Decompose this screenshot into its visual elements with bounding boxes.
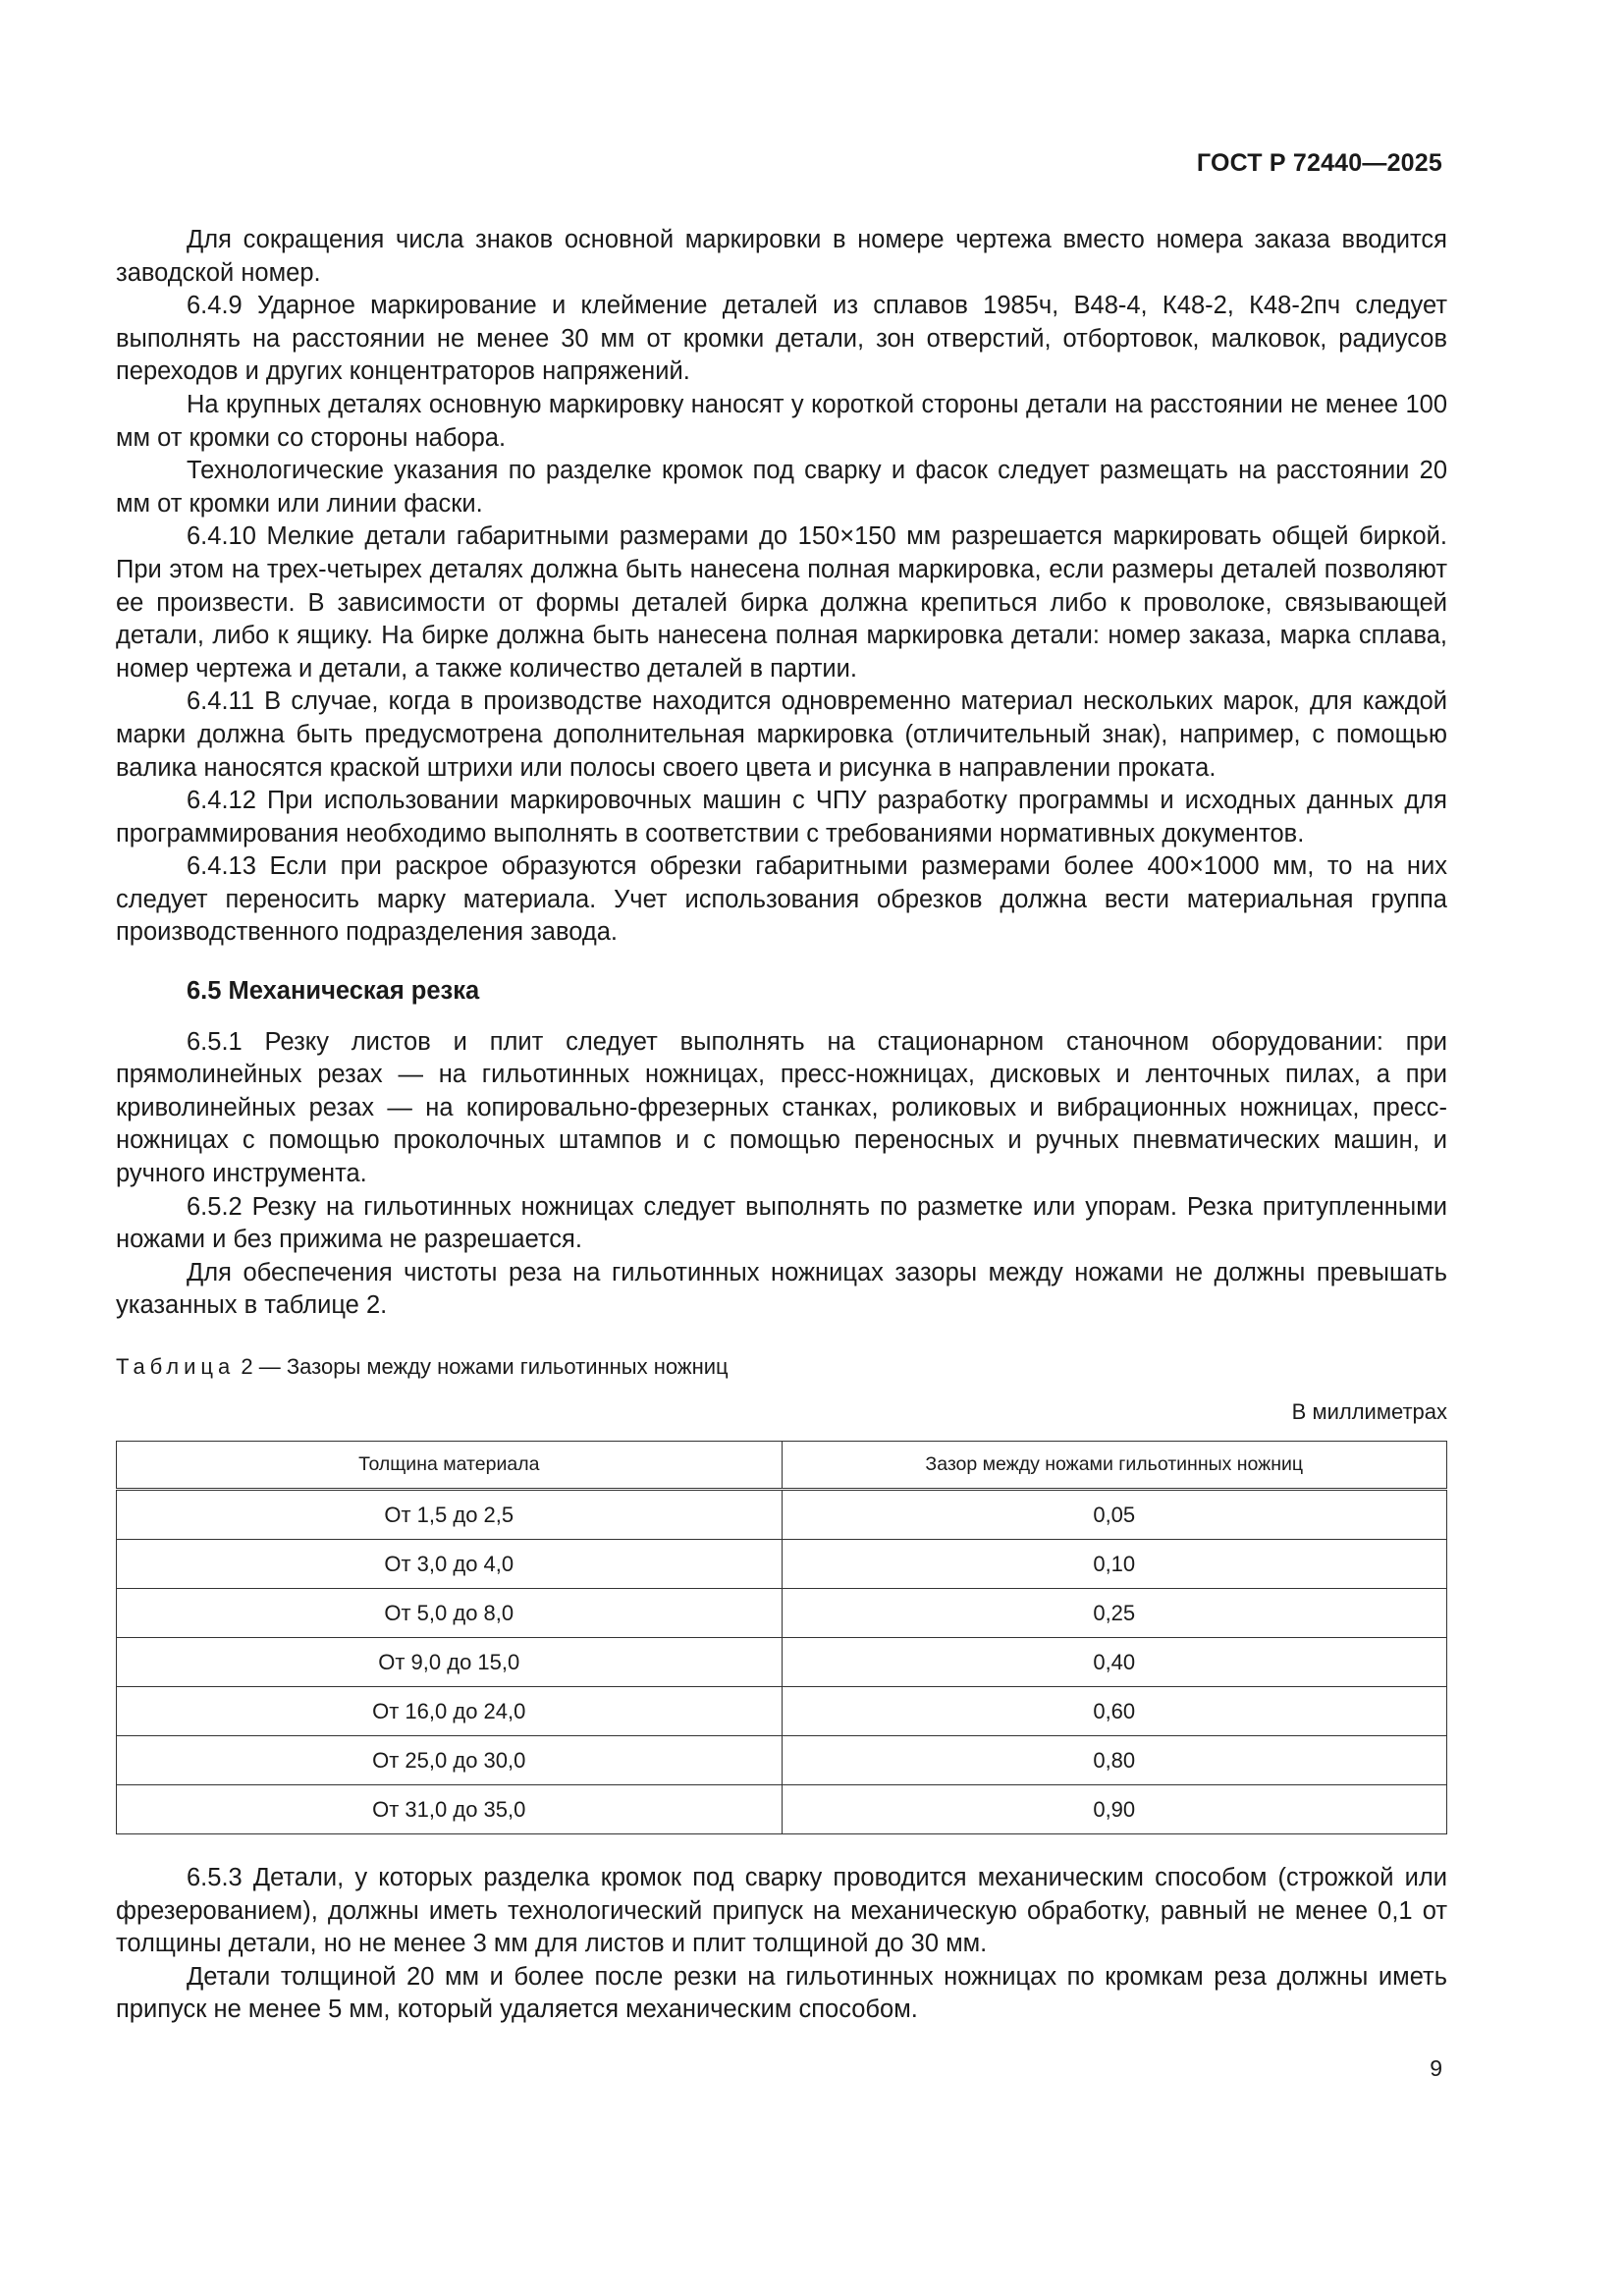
table-caption-label: Таблица	[116, 1354, 236, 1379]
document-header-id: ГОСТ Р 72440—2025	[1196, 149, 1442, 177]
paragraph-6-5-1: 6.5.1 Резку листов и плит следует выполнять на стационарном станочном оборудовании: при прямолинейных резах — на гильотинных ножницах, пресс-ножницах, дисковых и ленточных пилах, а при криволинейных резах — на копировально-фрезерных станках, роликовых и вибрационных ножницах, пресс-ножницах с помощью проколочных штампов и с помощью переносных и ручных пневматических машин, и ручного инструмента.	[116, 1027, 1447, 1188]
table-row	[117, 1638, 1447, 1687]
table-cell-gap: 0,60	[782, 1687, 1447, 1736]
paragraph-6-5-3: 6.5.3 Детали, у которых разделка кромок под сварку проводится механическим способом (строжкой или фрезерованием), должны иметь технологический припуск на механическую обработку, равный не менее 0,1 от толщины детали, но не менее 3 мм для листов и плит толщиной до 30 мм.	[116, 1864, 1447, 1958]
paragraph-technological-instructions: Технологические указания по разделке кромок под сварку и фасок следует размещать на расстоянии 20 мм от кромки или линии фаски.	[116, 457, 1447, 518]
table-caption	[116, 1352, 1447, 1382]
column-header-thickness: Толщина материала	[117, 1442, 783, 1490]
table-cell-thickness: От 16,0 до 24,0	[117, 1687, 783, 1736]
paragraph-6-4-11: 6.4.11 В случае, когда в производстве находится одновременно материал нескольких марок, для каждой марки должна быть предусмотрена дополнительная маркировка (отличительный знак), например, с помощью валика наносятся краской штрихи или полосы своего цвета и рисунка в направлении проката.	[116, 687, 1447, 782]
paragraph-6-4-9: 6.4.9 Ударное маркирование и клеймение деталей из сплавов 1985ч, В48-4, К48-2, К48-2пч следует выполнять на расстоянии не менее 30 мм от кромки детали, зон отверстий, отбортовок, малковок, радиусов переходов и других концентраторов напряжений.	[116, 292, 1447, 386]
paragraph-gap-requirement: Для обеспечения чистоты реза на гильотинных ножницах зазоры между ножами не должны превышать указанных в таблице 2.	[116, 1258, 1447, 1320]
table-cell-thickness: От 9,0 до 15,0	[117, 1638, 783, 1687]
table-cell-gap: 0,80	[782, 1736, 1447, 1785]
paragraph-6-5-2: 6.5.2 Резку на гильотинных ножницах следует выполнять по разметке или упорам. Резка притупленными ножами и без прижима не разрешается.	[116, 1192, 1447, 1254]
table-cell-gap: 0,10	[782, 1540, 1447, 1589]
table-row	[117, 1490, 1447, 1540]
table-cell-gap: 0,25	[782, 1589, 1447, 1638]
table-cell-thickness: От 31,0 до 35,0	[117, 1785, 783, 1834]
table-row	[117, 1785, 1447, 1834]
table-units: В миллиметрах	[1291, 1399, 1447, 1424]
table-cell-thickness: От 25,0 до 30,0	[117, 1736, 783, 1785]
page-number: 9	[1430, 2055, 1442, 2081]
table-cell-thickness: От 1,5 до 2,5	[117, 1490, 783, 1540]
page-body	[116, 224, 1447, 2027]
paragraph-6-4-10: 6.4.10 Мелкие детали габаритными размерами до 150×150 мм разрешается маркировать общей биркой. При этом на трех-четырех деталях должна быть нанесена полная маркировка, если размеры деталей позволяют ее произвести. В зависимости от формы деталей бирка должна крепиться либо к проволоке, связывающей детали, либо к ящику. На бирке должна быть нанесена полная маркировка детали: номер заказа, марка сплава, номер чертежа и детали, а также количество деталей в партии.	[116, 522, 1447, 683]
table-cell-gap: 0,40	[782, 1638, 1447, 1687]
table-row	[117, 1589, 1447, 1638]
table-row	[117, 1687, 1447, 1736]
table-row	[117, 1540, 1447, 1589]
paragraph-thick-parts-allowance: Детали толщиной 20 мм и более после резки на гильотинных ножницах по кромкам реза должны иметь припуск не менее 5 мм, который удаляется механическим способом.	[116, 1962, 1447, 2024]
paragraph-6-4-12: 6.4.12 При использовании маркировочных машин с ЧПУ разработку программы и исходных данных для программирования необходимо выполнять в соответствии с требованиями нормативных документов.	[116, 787, 1447, 847]
table-row	[117, 1736, 1447, 1785]
paragraph-6-4-13: 6.4.13 Если при раскрое образуются обрезки габаритными размерами более 400×1000 мм, то на них следует переносить марку материала. Учет использования обрезков должна вести материальная группа производственного подразделения завода.	[116, 852, 1447, 947]
table-cell-gap: 0,05	[782, 1490, 1447, 1540]
gap-table	[116, 1441, 1447, 1834]
column-header-gap: Зазор между ножами гильотинных ножниц	[782, 1442, 1447, 1490]
table-cell-thickness: От 3,0 до 4,0	[117, 1540, 783, 1589]
table-header-row	[117, 1442, 1447, 1490]
table-caption-title: 2 — Зазоры между ножами гильотинных ножниц	[241, 1354, 729, 1379]
paragraph-factory-number: Для сокращения числа знаков основной маркировки в номере чертежа вместо номера заказа вводится заводской номер.	[116, 226, 1447, 287]
table-cell-gap: 0,90	[782, 1785, 1447, 1834]
section-heading-mechanical-cutting: 6.5 Механическая резка	[187, 977, 480, 1006]
table-cell-thickness: От 5,0 до 8,0	[117, 1589, 783, 1638]
paragraph-large-parts-marking: На крупных деталях основную маркировку наносят у короткой стороны детали на расстоянии не менее 100 мм от кромки со стороны набора.	[116, 390, 1447, 452]
